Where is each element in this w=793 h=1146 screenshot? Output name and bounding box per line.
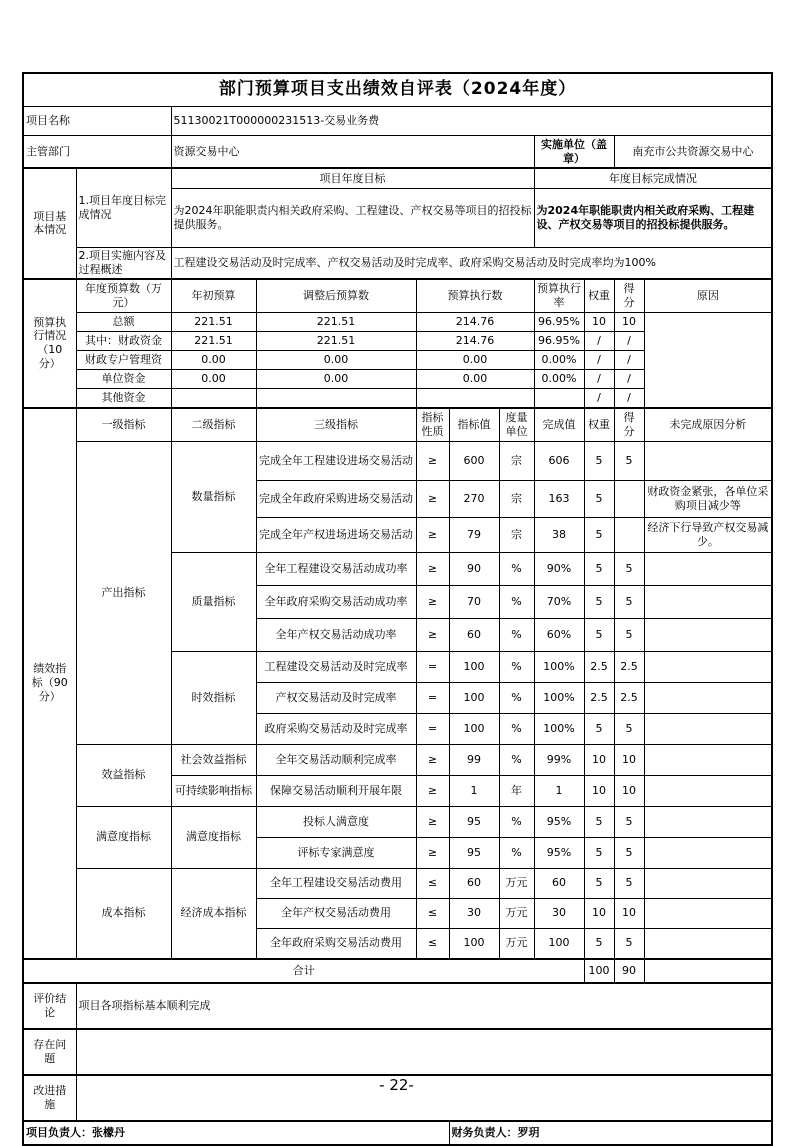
ind-target: 1 [449, 775, 499, 806]
budget-adjusted-value: 221.51 [256, 312, 416, 331]
ind-reason [644, 441, 772, 480]
ind-reason [644, 775, 772, 806]
ind-target: 600 [449, 441, 499, 480]
budget-initial-value: 221.51 [171, 331, 256, 350]
ind-level2: 质量指标 [171, 552, 256, 651]
completion-header: 年度目标完成情况 [534, 168, 772, 189]
ind-nature: ≥ [416, 585, 449, 618]
ind-nature: ≥ [416, 744, 449, 775]
ind-level3: 全年产权交易活动费用 [256, 898, 416, 928]
ind-reason [644, 928, 772, 959]
ind-score: 10 [614, 775, 644, 806]
conclusion-text: 项目各项指标基本顺利完成 [76, 983, 772, 1029]
ind-header-level1: 一级指标 [76, 408, 171, 442]
budget-executed-value [416, 388, 534, 408]
ind-actual: 38 [534, 517, 584, 552]
ind-actual: 100% [534, 651, 584, 682]
ind-level2: 可持续影响指标 [171, 775, 256, 806]
ind-level3: 全年工程建设交易活动成功率 [256, 552, 416, 585]
budget-rate-value [534, 388, 584, 408]
ind-target: 95 [449, 837, 499, 868]
budget-row-label: 财政专户管理资 [76, 350, 171, 369]
ind-level3: 全年政府采购交易活动费用 [256, 928, 416, 959]
ind-actual: 100 [534, 928, 584, 959]
ind-unit: 万元 [499, 898, 534, 928]
ind-score: 2.5 [614, 651, 644, 682]
total-weight: 100 [584, 959, 614, 983]
ind-weight: 5 [584, 552, 614, 585]
ind-target: 79 [449, 517, 499, 552]
ind-score: 5 [614, 713, 644, 744]
ind-nature: = [416, 682, 449, 713]
ind-weight: 5 [584, 837, 614, 868]
budget-adjusted-value: 0.00 [256, 350, 416, 369]
ind-weight: 10 [584, 898, 614, 928]
goal-header: 项目年度目标 [171, 168, 534, 189]
budget-adjusted-value: 0.00 [256, 369, 416, 388]
ind-target: 100 [449, 651, 499, 682]
ind-reason [644, 552, 772, 585]
ind-nature: ≥ [416, 441, 449, 480]
ind-header-target: 指标值 [449, 408, 499, 442]
ind-level3: 保障交易活动顺利开展年限 [256, 775, 416, 806]
ind-unit: 宗 [499, 517, 534, 552]
ind-level3: 完成全年工程建设进场交易活动 [256, 441, 416, 480]
ind-header-nature: 指标性质 [416, 408, 449, 442]
ind-unit: % [499, 837, 534, 868]
ind-level3: 投标人满意度 [256, 806, 416, 837]
ind-score: 10 [614, 898, 644, 928]
ind-unit: % [499, 713, 534, 744]
budget-executed-value: 0.00 [416, 350, 534, 369]
ind-score: 5 [614, 585, 644, 618]
budget-score-value: 10 [614, 312, 644, 331]
budget-weight-value: 10 [584, 312, 614, 331]
ind-weight: 5 [584, 806, 614, 837]
budget-adjusted-value: 221.51 [256, 331, 416, 350]
ind-target: 100 [449, 682, 499, 713]
budget-row-label: 其他资金 [76, 388, 171, 408]
ind-reason [644, 837, 772, 868]
budget-row-label: 其中：财政资金 [76, 331, 171, 350]
ind-actual: 100% [534, 713, 584, 744]
ind-reason [644, 744, 772, 775]
ind-target: 30 [449, 898, 499, 928]
ind-nature: ≤ [416, 928, 449, 959]
budget-section-label: 预算执行情况（10分） [23, 279, 76, 408]
ind-score [614, 480, 644, 517]
ind-nature: ≥ [416, 618, 449, 651]
budget-score-value: / [614, 388, 644, 408]
project-name-label: 项目名称 [23, 107, 171, 136]
dept-label: 主管部门 [23, 136, 171, 169]
ind-score [614, 517, 644, 552]
project-lead-signature: 项目负责人：张檬丹 [23, 1121, 449, 1145]
ind-level3: 完成全年政府采购进场交易活动 [256, 480, 416, 517]
ind-nature: ≥ [416, 480, 449, 517]
ind-reason [644, 682, 772, 713]
ind-nature: ≥ [416, 806, 449, 837]
ind-score: 5 [614, 618, 644, 651]
ind-score: 5 [614, 837, 644, 868]
basic-row2-label: 2.项目实施内容及过程概述 [76, 248, 171, 279]
budget-weight-value: / [584, 350, 614, 369]
ind-weight: 5 [584, 585, 614, 618]
impl-unit-label: 实施单位（盖章） [534, 136, 614, 169]
ind-unit: % [499, 744, 534, 775]
ind-target: 90 [449, 552, 499, 585]
ind-level2: 数量指标 [171, 441, 256, 552]
basic-row1-label: 1.项目年度目标完成情况 [76, 168, 171, 248]
ind-level3: 全年交易活动顺利完成率 [256, 744, 416, 775]
ind-level3: 完成全年产权进场进场交易活动 [256, 517, 416, 552]
ind-level3: 评标专家满意度 [256, 837, 416, 868]
ind-actual: 30 [534, 898, 584, 928]
budget-executed-value: 214.76 [416, 331, 534, 350]
budget-score-value: / [614, 331, 644, 350]
ind-unit: % [499, 682, 534, 713]
ind-target: 95 [449, 806, 499, 837]
ind-unit: % [499, 651, 534, 682]
budget-header-initial: 年初预算 [171, 279, 256, 313]
budget-weight-value: / [584, 369, 614, 388]
ind-score: 2.5 [614, 682, 644, 713]
budget-initial-value: 0.00 [171, 350, 256, 369]
budget-reason-cell [644, 312, 772, 408]
ind-actual: 60 [534, 868, 584, 898]
budget-rate-value: 0.00% [534, 369, 584, 388]
budget-executed-value: 214.76 [416, 312, 534, 331]
ind-target: 60 [449, 618, 499, 651]
indicator-row [23, 868, 772, 898]
ind-level2: 社会效益指标 [171, 744, 256, 775]
budget-initial-value [171, 388, 256, 408]
ind-nature: ≤ [416, 898, 449, 928]
ind-weight: 5 [584, 928, 614, 959]
ind-level2: 经济成本指标 [171, 868, 256, 959]
ind-actual: 99% [534, 744, 584, 775]
ind-score: 5 [614, 868, 644, 898]
ind-nature: ≥ [416, 775, 449, 806]
budget-executed-value: 0.00 [416, 369, 534, 388]
ind-reason [644, 651, 772, 682]
total-label: 合计 [23, 959, 584, 983]
ind-weight: 5 [584, 441, 614, 480]
ind-weight: 5 [584, 868, 614, 898]
ind-actual: 95% [534, 806, 584, 837]
ind-score: 5 [614, 552, 644, 585]
improvements-label: 改进措施 [23, 1075, 76, 1121]
ind-header-score: 得分 [614, 408, 644, 442]
ind-reason [644, 868, 772, 898]
budget-adjusted-value [256, 388, 416, 408]
indicator-row [23, 806, 772, 837]
budget-header-adjusted: 调整后预算数 [256, 279, 416, 313]
ind-weight: 10 [584, 775, 614, 806]
ind-reason [644, 713, 772, 744]
ind-weight: 5 [584, 618, 614, 651]
ind-nature: ≥ [416, 837, 449, 868]
ind-header-level3: 三级指标 [256, 408, 416, 442]
ind-target: 60 [449, 868, 499, 898]
ind-reason [644, 618, 772, 651]
budget-row [23, 312, 772, 331]
ind-unit: % [499, 618, 534, 651]
ind-unit: 宗 [499, 480, 534, 517]
ind-actual: 1 [534, 775, 584, 806]
indicators-section-label: 绩效指标（90分） [23, 408, 76, 959]
ind-level3: 全年产权交易活动成功率 [256, 618, 416, 651]
ind-weight: 5 [584, 480, 614, 517]
budget-score-value: / [614, 369, 644, 388]
ind-reason: 经济下行导致产权交易减少。 [644, 517, 772, 552]
ind-reason [644, 585, 772, 618]
ind-score: 5 [614, 441, 644, 480]
ind-header-level2: 二级指标 [171, 408, 256, 442]
ind-actual: 163 [534, 480, 584, 517]
indicator-row [23, 744, 772, 775]
ind-level3: 工程建设交易活动及时完成率 [256, 651, 416, 682]
ind-actual: 90% [534, 552, 584, 585]
ind-score: 5 [614, 928, 644, 959]
budget-row-label: 单位资金 [76, 369, 171, 388]
ind-reason [644, 806, 772, 837]
basic-row2-text: 工程建设交易活动及时完成率、产权交易活动及时完成率、政府采购交易活动及时完成率均为100% [171, 248, 772, 279]
ind-unit: % [499, 585, 534, 618]
ind-level3: 全年政府采购交易活动成功率 [256, 585, 416, 618]
ind-header-unit: 度量单位 [499, 408, 534, 442]
ind-actual: 60% [534, 618, 584, 651]
ind-score: 5 [614, 806, 644, 837]
ind-level3: 产权交易活动及时完成率 [256, 682, 416, 713]
budget-initial-value: 0.00 [171, 369, 256, 388]
ind-nature: ≥ [416, 517, 449, 552]
ind-target: 270 [449, 480, 499, 517]
budget-header-rate: 预算执行率 [534, 279, 584, 313]
ind-unit: 万元 [499, 928, 534, 959]
problems-label: 存在问题 [23, 1029, 76, 1075]
indicator-row [23, 441, 772, 480]
table-title: 部门预算项目支出绩效自评表（2024年度） [23, 73, 772, 107]
ind-level3: 政府采购交易活动及时完成率 [256, 713, 416, 744]
ind-unit: % [499, 806, 534, 837]
performance-self-evaluation-table [22, 72, 773, 1146]
ind-level2: 满意度指标 [171, 806, 256, 868]
ind-nature: = [416, 651, 449, 682]
total-reason [644, 959, 772, 983]
ind-header-weight: 权重 [584, 408, 614, 442]
ind-header-actual: 完成值 [534, 408, 584, 442]
goal-text: 为2024年职能职责内相关政府采购、工程建设、产权交易等项目的招投标提供服务。 [171, 189, 534, 248]
finance-lead-signature: 财务负责人：罗玥 [449, 1121, 772, 1145]
total-score: 90 [614, 959, 644, 983]
ind-level3: 全年工程建设交易活动费用 [256, 868, 416, 898]
budget-rate-value: 96.95% [534, 331, 584, 350]
ind-unit: 年 [499, 775, 534, 806]
ind-target: 100 [449, 713, 499, 744]
ind-weight: 5 [584, 713, 614, 744]
budget-rate-value: 96.95% [534, 312, 584, 331]
ind-target: 70 [449, 585, 499, 618]
ind-actual: 70% [534, 585, 584, 618]
ind-actual: 95% [534, 837, 584, 868]
ind-reason: 财政资金紧张，各单位采购项目减少等 [644, 480, 772, 517]
budget-weight-value: / [584, 388, 614, 408]
budget-initial-value: 221.51 [171, 312, 256, 331]
ind-target: 99 [449, 744, 499, 775]
ind-target: 100 [449, 928, 499, 959]
ind-unit: % [499, 552, 534, 585]
budget-row-label: 总额 [76, 312, 171, 331]
ind-level1: 满意度指标 [76, 806, 171, 868]
ind-actual: 100% [534, 682, 584, 713]
budget-weight-value: / [584, 331, 614, 350]
ind-header-reason: 未完成原因分析 [644, 408, 772, 442]
ind-level2: 时效指标 [171, 651, 256, 744]
basic-section-label: 项目基本情况 [23, 168, 76, 279]
budget-header-score: 得分 [614, 279, 644, 313]
budget-score-value: / [614, 350, 644, 369]
budget-header-annual: 年度预算数（万元） [76, 279, 171, 313]
ind-weight: 2.5 [584, 682, 614, 713]
impl-unit-value: 南充市公共资源交易中心 [614, 136, 772, 169]
ind-unit: 万元 [499, 868, 534, 898]
ind-score: 10 [614, 744, 644, 775]
problems-text [76, 1029, 772, 1075]
ind-weight: 5 [584, 517, 614, 552]
ind-actual: 606 [534, 441, 584, 480]
conclusion-label: 评价结论 [23, 983, 76, 1029]
ind-unit: 宗 [499, 441, 534, 480]
ind-reason [644, 898, 772, 928]
ind-level1: 成本指标 [76, 868, 171, 959]
budget-header-reason: 原因 [644, 279, 772, 313]
ind-level1: 产出指标 [76, 441, 171, 744]
budget-rate-value: 0.00% [534, 350, 584, 369]
project-name-value: 51130021T000000231513-交易业务费 [171, 107, 772, 136]
dept-value: 资源交易中心 [171, 136, 534, 169]
ind-nature: ≤ [416, 868, 449, 898]
completion-text: 为2024年职能职责内相关政府采购、工程建设、产权交易等项目的招投标提供服务。 [534, 189, 772, 248]
ind-weight: 10 [584, 744, 614, 775]
page-number: - 22- [379, 1076, 414, 1094]
budget-header-weight: 权重 [584, 279, 614, 313]
ind-weight: 2.5 [584, 651, 614, 682]
budget-header-executed: 预算执行数 [416, 279, 534, 313]
ind-nature: ≥ [416, 552, 449, 585]
ind-level1: 效益指标 [76, 744, 171, 806]
ind-nature: = [416, 713, 449, 744]
